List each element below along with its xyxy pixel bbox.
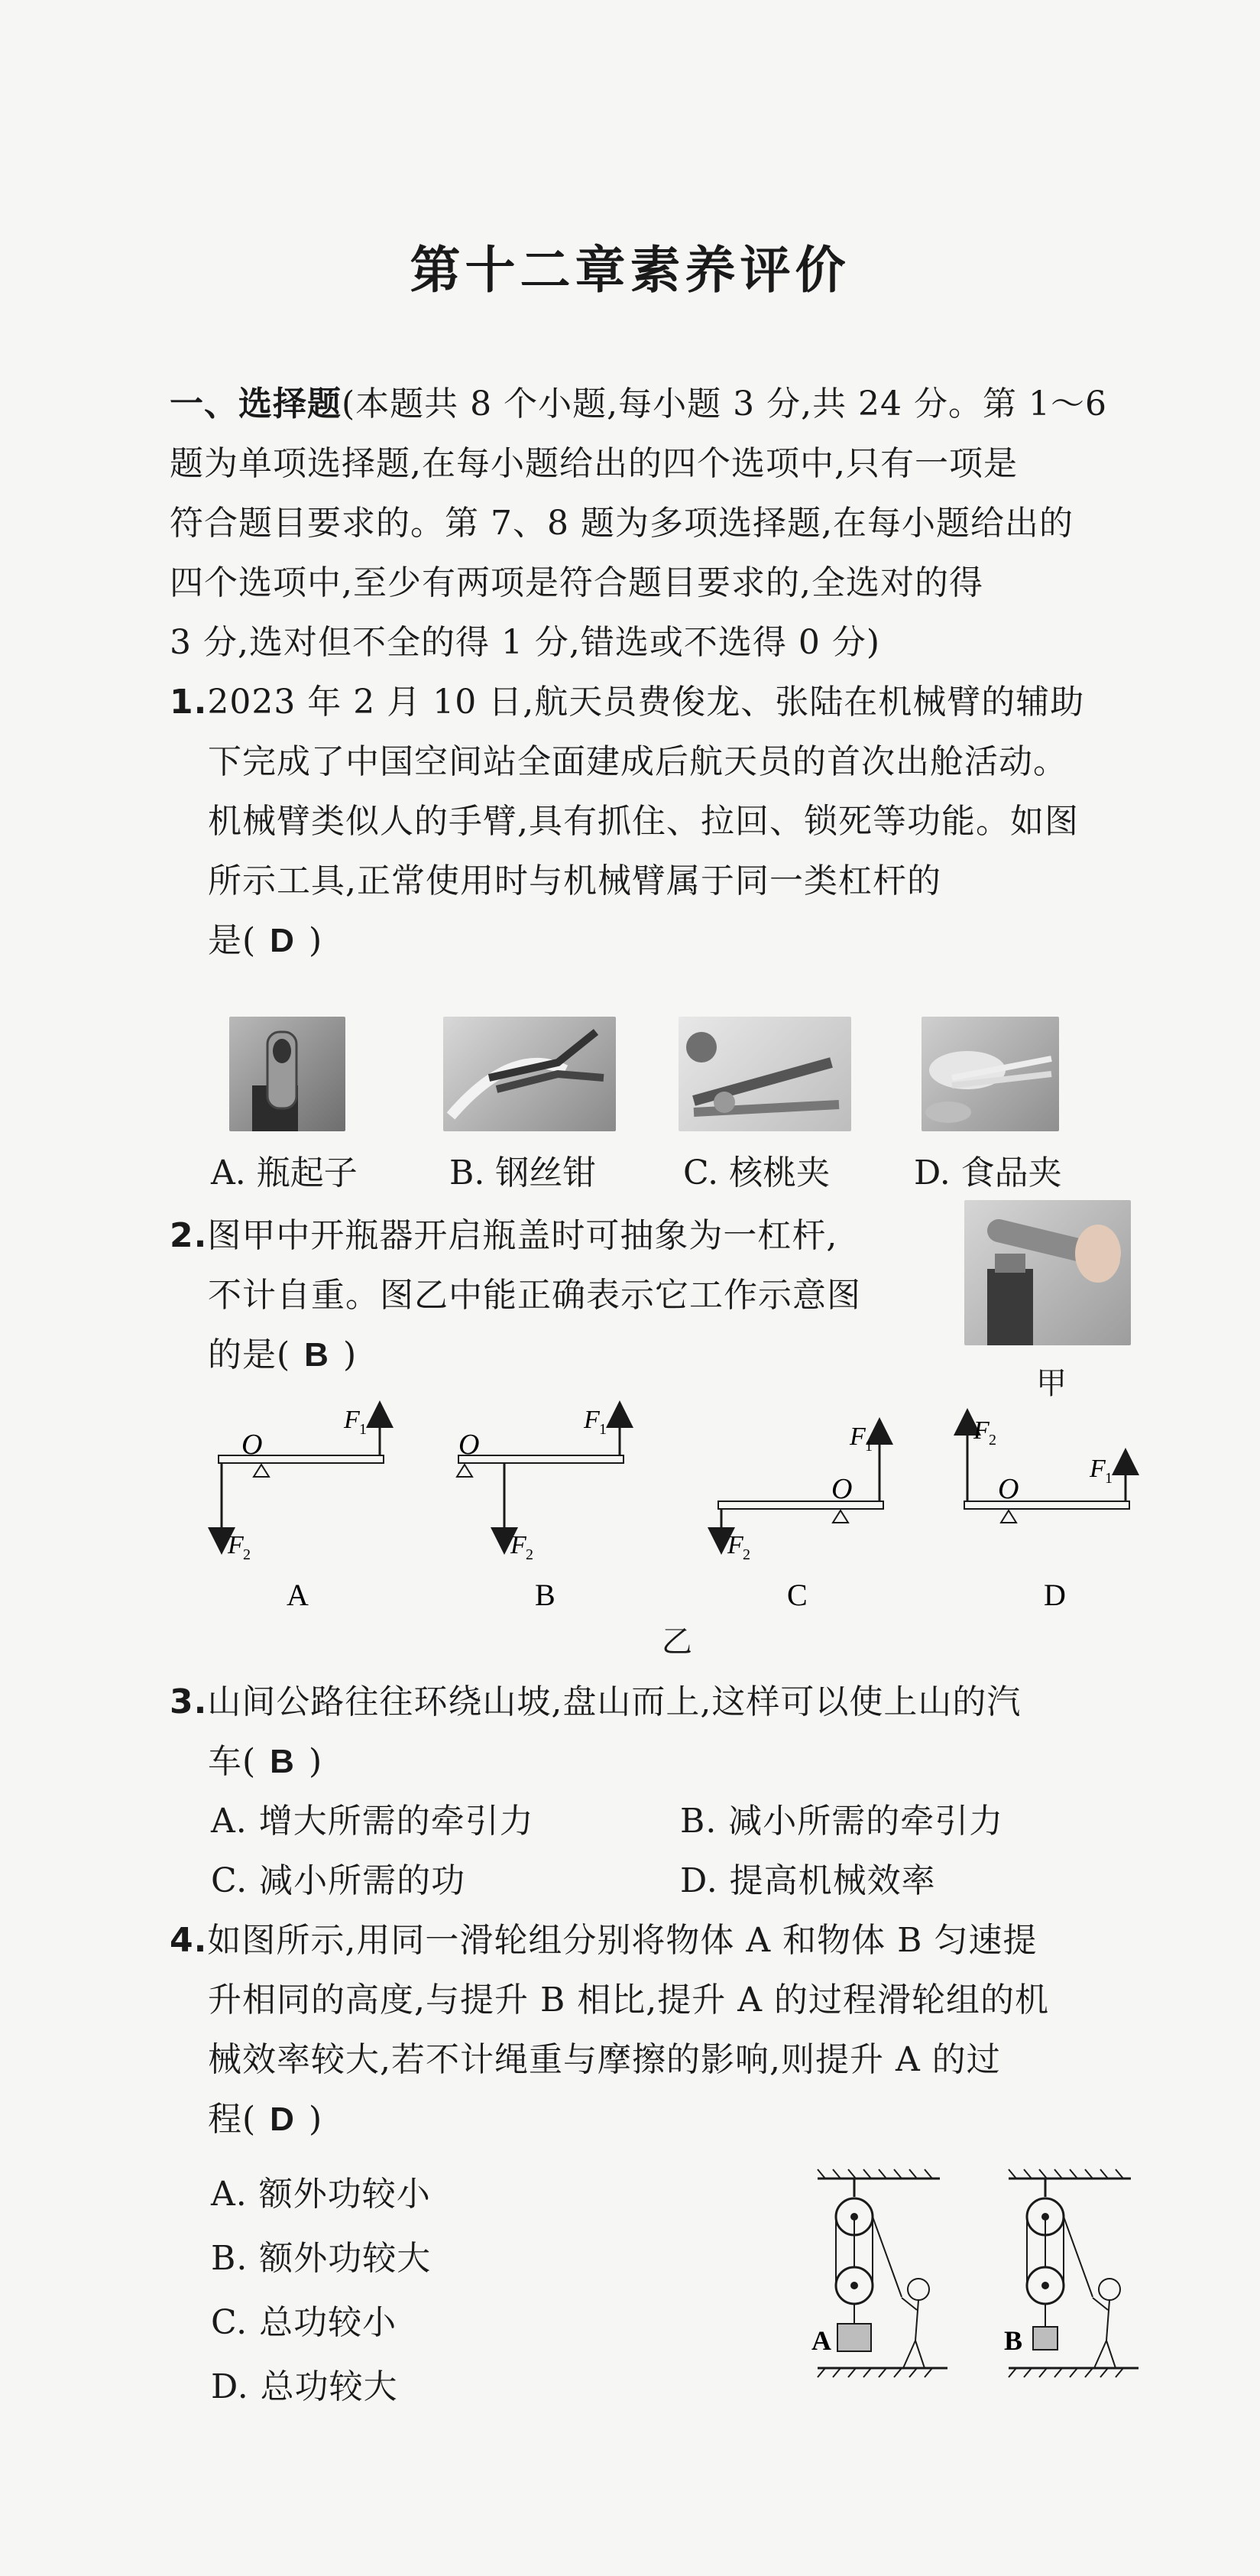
svg-text:C: C [787,1578,808,1612]
svg-text:F: F [1090,1455,1106,1483]
svg-text:2: 2 [243,1546,251,1563]
svg-text:D: D [1044,1578,1066,1612]
q1-answer: D [270,922,295,959]
q4-option-b: B. 额外功较大 [211,2239,432,2278]
food-tongs-photo [922,1017,1059,1131]
page-title: 第十二章素养评价 [410,241,850,300]
svg-text:F: F [510,1531,526,1559]
q3-number: 3. [170,1682,208,1721]
section-heading: 一、选择题 [170,384,342,423]
svg-text:F: F [727,1531,743,1559]
svg-text:F: F [228,1531,244,1559]
svg-text:2: 2 [526,1546,533,1563]
section-intro-line-5: 3 分,选对但不全的得 1 分,错选或不选得 0 分) [170,623,881,662]
q3-option-a: A. 增大所需的牵引力 [211,1802,534,1841]
q3-line-2: 车( B ) [208,1742,323,1781]
svg-text:F: F [584,1406,600,1434]
lever-diagram-b [457,1406,624,1612]
figure-yi-label: 乙 [662,1624,692,1659]
svg-text:O: O [458,1429,480,1461]
pulley-figures [802,2163,1161,2400]
q4-option-c: C. 总功较小 [211,2303,397,2342]
pivot-label: O [241,1429,263,1461]
svg-text:1: 1 [1105,1470,1113,1487]
section-intro-line-1: 一、选择题(本题共 8 个小题,每小题 3 分,共 24 分。第 1～6 [170,384,1108,423]
q2-answer: B [304,1336,329,1374]
svg-text:O: O [998,1473,1019,1505]
q1-option-b: B. 钢丝钳 [449,1153,597,1192]
block-a-label: A [811,2325,831,2356]
bottle-opener-photo [229,1017,345,1131]
svg-text:B: B [535,1578,556,1612]
opener-bottle-photo [964,1200,1131,1345]
section-intro-line-4: 四个选项中,至少有两项是符合题目要求的,全选对的得 [170,563,983,602]
q1-number: 1. [170,683,208,722]
q2-line-1: 2.图甲中开瓶器开启瓶盖时可抽象为一杠杆, [170,1216,838,1255]
q4-line-4: 程( D ) [208,2100,323,2139]
q1-line-2: 下完成了中国空间站全面建成后航天员的首次出舱活动。 [208,742,1067,781]
lever-diagram-c [718,1423,883,1612]
q4-number: 4. [170,1921,208,1960]
svg-text:F: F [344,1406,360,1434]
lever-diagram-d [964,1416,1129,1612]
section-intro-line-3: 符合题目要求的。第 7、8 题为多项选择题,在每小题给出的 [170,504,1074,543]
q3-option-d: D. 提高机械效率 [680,1861,936,1900]
q3-option-b: B. 减小所需的牵引力 [680,1802,1004,1841]
nutcracker-photo [679,1017,851,1131]
q2-line-3: 的是( B ) [208,1335,358,1374]
block-b-label: B [1004,2325,1023,2356]
svg-text:1: 1 [865,1438,873,1455]
lever-diagrams [199,1391,1177,1613]
q1-line-5: 是( D ) [208,921,323,960]
svg-text:F: F [850,1423,866,1451]
q1-line-4: 所示工具,正常使用时与机械臂属于同一类杠杆的 [208,861,941,900]
q1-option-d: D. 食品夹 [914,1153,1062,1192]
lever-diagram-a [219,1406,384,1612]
svg-text:F: F [973,1416,990,1445]
pulley-system-a [811,2169,947,2377]
svg-text:O: O [831,1473,853,1505]
wire-pliers-photo [443,1017,616,1131]
svg-text:2: 2 [989,1432,996,1449]
svg-text:2: 2 [743,1546,750,1563]
q4-option-d: D. 总功较大 [211,2367,398,2406]
q3-option-c: C. 减小所需的功 [211,1861,466,1900]
svg-text:1: 1 [599,1421,607,1438]
q1-option-c: C. 核桃夹 [683,1153,831,1192]
q1-line-1: 1.2023 年 2 月 10 日,航天员费俊龙、张陆在机械臂的辅助 [170,683,1085,722]
q1-option-a: A. 瓶起子 [211,1153,358,1192]
q3-line-1: 3.山间公路往往环绕山坡,盘山而上,这样可以使上山的汽 [170,1682,1022,1721]
svg-text:1: 1 [359,1421,367,1438]
q3-answer: B [270,1743,295,1780]
figure-jia-label: 甲 [1036,1366,1067,1401]
diagram-letter: A [287,1578,309,1612]
q2-number: 2. [170,1216,208,1255]
q2-line-2: 不计自重。图乙中能正确表示它工作示意图 [208,1276,861,1315]
section-intro-line-2: 题为单项选择题,在每小题给出的四个选项中,只有一项是 [170,444,1018,483]
pulley-system-b [1004,2169,1139,2377]
q4-answer: D [270,2101,295,2138]
q4-line-1: 4.如图所示,用同一滑轮组分别将物体 A 和物体 B 匀速提 [170,1921,1038,1960]
q4-line-3: 械效率较大,若不计绳重与摩擦的影响,则提升 A 的过 [208,2040,1001,2079]
q1-line-3: 机械臂类似人的手臂,具有抓住、拉回、锁死等功能。如图 [208,802,1079,841]
q4-line-2: 升相同的高度,与提升 B 相比,提升 A 的过程滑轮组的机 [208,1981,1050,2020]
q4-option-a: A. 额外功较小 [211,2175,431,2214]
